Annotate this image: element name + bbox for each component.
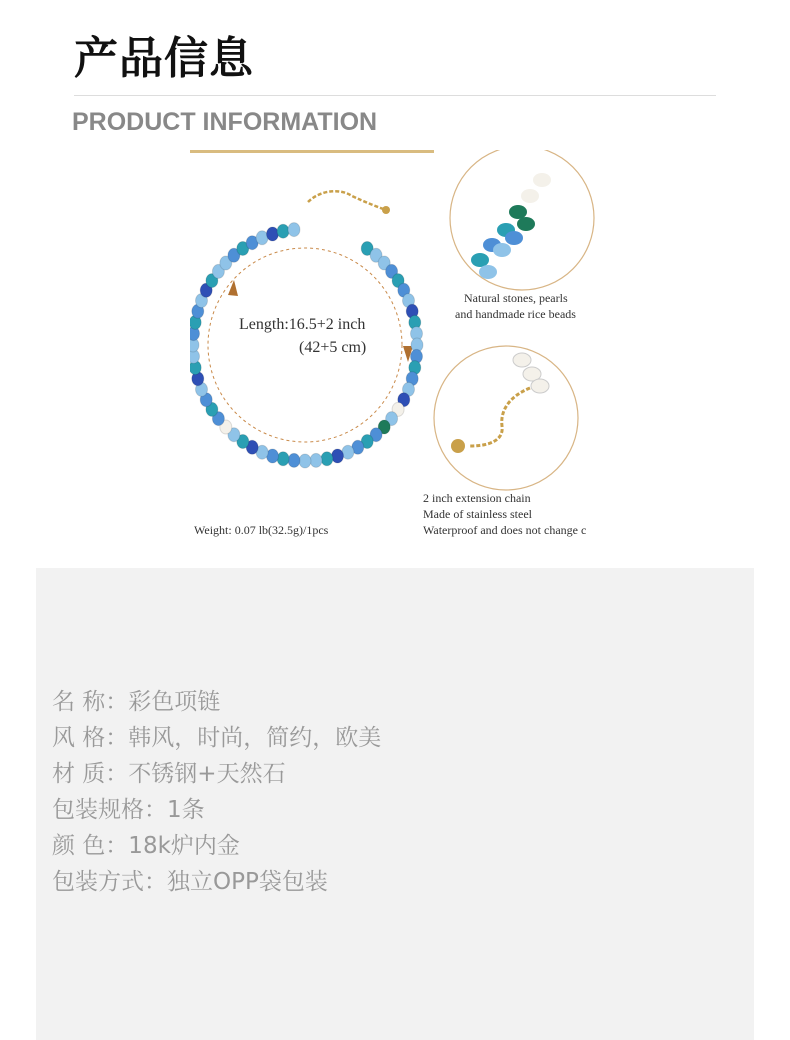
detail-bead <box>493 243 511 257</box>
spec-style: 风 格：韩风，时尚，简约，欧美 <box>52 725 382 751</box>
section-title-cn: 产品信息 <box>74 33 254 84</box>
chain-caption-line2: Made of stainless steel <box>423 507 532 521</box>
section-title-en: PRODUCT INFORMATION <box>72 108 378 136</box>
detail-bead <box>479 265 497 279</box>
necklace-bead <box>277 452 289 466</box>
spec-panel <box>36 568 754 1040</box>
spec-material: 材 质：不锈钢+天然石 <box>52 761 286 787</box>
material-caption-line2: and handmade rice beads <box>455 307 576 321</box>
detail-bead <box>505 231 523 245</box>
necklace-bead <box>267 227 279 241</box>
material-caption-line1: Natural stones, pearls <box>464 291 568 305</box>
spec-packaging: 包装规格：1条 <box>52 797 205 823</box>
title-divider <box>74 95 716 96</box>
necklace-bead <box>288 223 300 237</box>
chain-tag <box>451 439 465 453</box>
spec-list <box>52 684 381 900</box>
detail-pearl <box>531 379 549 393</box>
necklace-bead <box>310 453 322 467</box>
product-photo <box>190 150 598 546</box>
chain-caption-line1: 2 inch extension chain <box>423 491 531 505</box>
spec-name: 名 称：彩色项链 <box>52 689 221 715</box>
spec-color: 颜 色：18k炉内金 <box>52 833 240 859</box>
length-cm-label: (42+5 cm) <box>299 339 367 356</box>
detail-bead <box>471 253 489 267</box>
detail-bead <box>509 205 527 219</box>
detail-bead <box>517 217 535 231</box>
detail-pearl <box>513 353 531 367</box>
chain-caption-line3: Waterproof and does not change c <box>423 523 587 537</box>
necklace-bead <box>299 454 311 468</box>
necklace-bead <box>277 224 289 238</box>
necklace-bead <box>321 452 333 466</box>
detail-bead <box>533 173 551 187</box>
spec-package-method: 包装方式：独立OPP袋包装 <box>52 869 328 895</box>
detail-bead <box>521 189 539 203</box>
necklace-illustration <box>190 150 598 546</box>
necklace-bead <box>288 453 300 467</box>
necklace-bead <box>332 449 344 463</box>
weight-label: Weight: 0.07 lb(32.5g)/1pcs <box>194 523 329 537</box>
length-label: Length:16.5+2 inch <box>239 316 366 333</box>
